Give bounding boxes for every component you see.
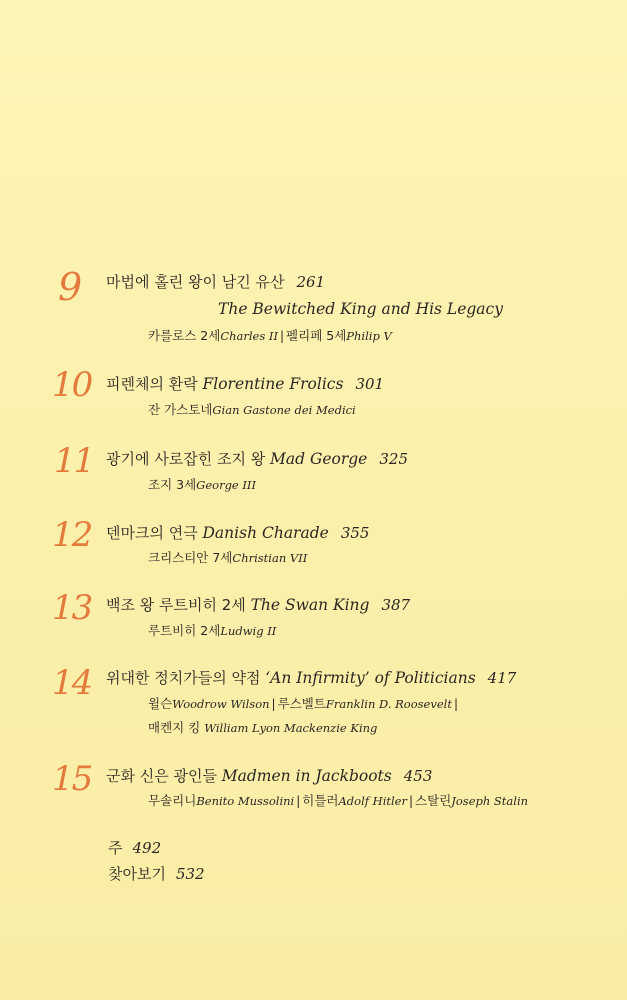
chapter-page: 387 — [381, 596, 411, 614]
subject-separator: | — [408, 794, 414, 808]
chapter-title-line — [106, 668, 516, 688]
chapter-title-kr: 군화 신은 광인들 — [106, 767, 217, 785]
chapter-title-en: Florentine Frolics — [202, 375, 344, 393]
chapter-title-en: The Swan King — [250, 596, 370, 614]
chapter-title-en: The Bewitched King and His Legacy — [218, 300, 503, 318]
subject-kr: 루트비히 2세 — [148, 623, 221, 638]
subject-en: Ludwig II — [220, 624, 277, 638]
subject-en: Joseph Stalin — [451, 794, 529, 808]
subject-en: William Lyon Mackenzie King — [204, 721, 378, 735]
toc-entry-index[interactable] — [108, 863, 205, 884]
chapter-title-en: Madmen in Jackboots — [221, 767, 392, 785]
chapter-page: 453 — [403, 767, 433, 785]
chapter-title-kr: 백조 왕 루트비히 2세 — [106, 596, 246, 614]
chapter-number: 15 — [52, 759, 92, 799]
back-matter-page: 492 — [132, 839, 162, 857]
chapter-page: 417 — [487, 669, 517, 687]
chapter-number: 11 — [54, 441, 94, 481]
subject-en: Charles II — [220, 329, 278, 343]
subject-en: Gian Gastone dei Medici — [212, 403, 356, 417]
chapter-subjects — [148, 622, 276, 640]
chapter-title-kr: 광기에 사로잡힌 조지 왕 — [106, 450, 266, 468]
chapter-title-kr: 피렌체의 환락 — [106, 375, 198, 393]
subject-kr: 스탈린 — [415, 793, 452, 808]
subject-kr: 히틀러 — [302, 793, 339, 808]
chapter-title-line — [106, 595, 410, 615]
chapter-subjects-continued — [148, 719, 377, 737]
subject-en: Franklin D. Roosevelt — [325, 697, 452, 711]
subject-en: Benito Mussolini — [196, 794, 295, 808]
chapter-number: 14 — [52, 663, 92, 703]
chapter-subjects — [148, 695, 460, 713]
chapter-number: 12 — [52, 515, 92, 555]
subject-kr: 조지 3세 — [148, 477, 197, 492]
chapter-title-line — [106, 523, 369, 543]
chapter-title-line — [106, 272, 325, 292]
subject-separator: | — [453, 697, 458, 711]
chapter-number: 9 — [58, 265, 81, 309]
chapter-title-kr: 덴마크의 연극 — [106, 524, 198, 542]
subject-separator: | — [296, 794, 301, 808]
chapter-subjects — [148, 327, 392, 345]
subject-en: Philip V — [346, 329, 392, 343]
chapter-page: 261 — [296, 273, 326, 291]
back-matter-label: 찾아보기 — [108, 865, 166, 883]
chapter-subjects — [148, 549, 307, 567]
chapter-subjects — [148, 792, 528, 810]
subject-kr: 루스벨트 — [277, 696, 326, 711]
subject-en: George III — [196, 478, 257, 492]
subject-kr: 크리스티안 7세 — [148, 550, 233, 565]
chapter-number: 13 — [52, 588, 92, 628]
chapter-title-kr: 마법에 홀린 왕이 남긴 유산 — [106, 273, 285, 291]
subject-separator: | — [280, 329, 285, 343]
chapter-title-line — [106, 449, 408, 469]
chapter-title-line — [106, 374, 384, 394]
subject-kr: 매켄지 킹 — [148, 720, 201, 735]
chapter-subjects — [148, 401, 356, 419]
subject-kr: 펠리페 5세 — [286, 328, 347, 343]
chapter-title-en: ‘An Infirmity’ of Politicians — [265, 669, 476, 687]
back-matter-label: 주 — [108, 839, 123, 857]
subject-kr: 카를로스 2세 — [148, 328, 221, 343]
subject-kr: 잔 가스토네 — [148, 402, 213, 417]
chapter-page: 301 — [355, 375, 385, 393]
chapter-title-line — [106, 766, 432, 786]
chapter-page: 325 — [379, 450, 408, 468]
back-matter-page: 532 — [175, 865, 205, 883]
chapter-page: 355 — [340, 524, 370, 542]
subject-kr: 무솔리니 — [148, 793, 197, 808]
subject-en: Christian VII — [232, 551, 308, 565]
subject-en: Adolf Hitler — [338, 794, 407, 808]
chapter-title-kr: 위대한 정치가들의 약점 — [106, 669, 261, 687]
subject-kr: 윌슨 — [148, 696, 173, 711]
subject-separator: | — [271, 697, 276, 711]
chapter-title-en: Mad George — [270, 450, 368, 468]
subject-en: Woodrow Wilson — [172, 697, 270, 711]
chapter-title-en-line — [218, 299, 503, 319]
chapter-subjects — [148, 476, 256, 494]
chapter-number: 10 — [52, 365, 92, 405]
chapter-title-en: Danish Charade — [202, 524, 329, 542]
toc-entry-notes[interactable] — [108, 837, 161, 858]
